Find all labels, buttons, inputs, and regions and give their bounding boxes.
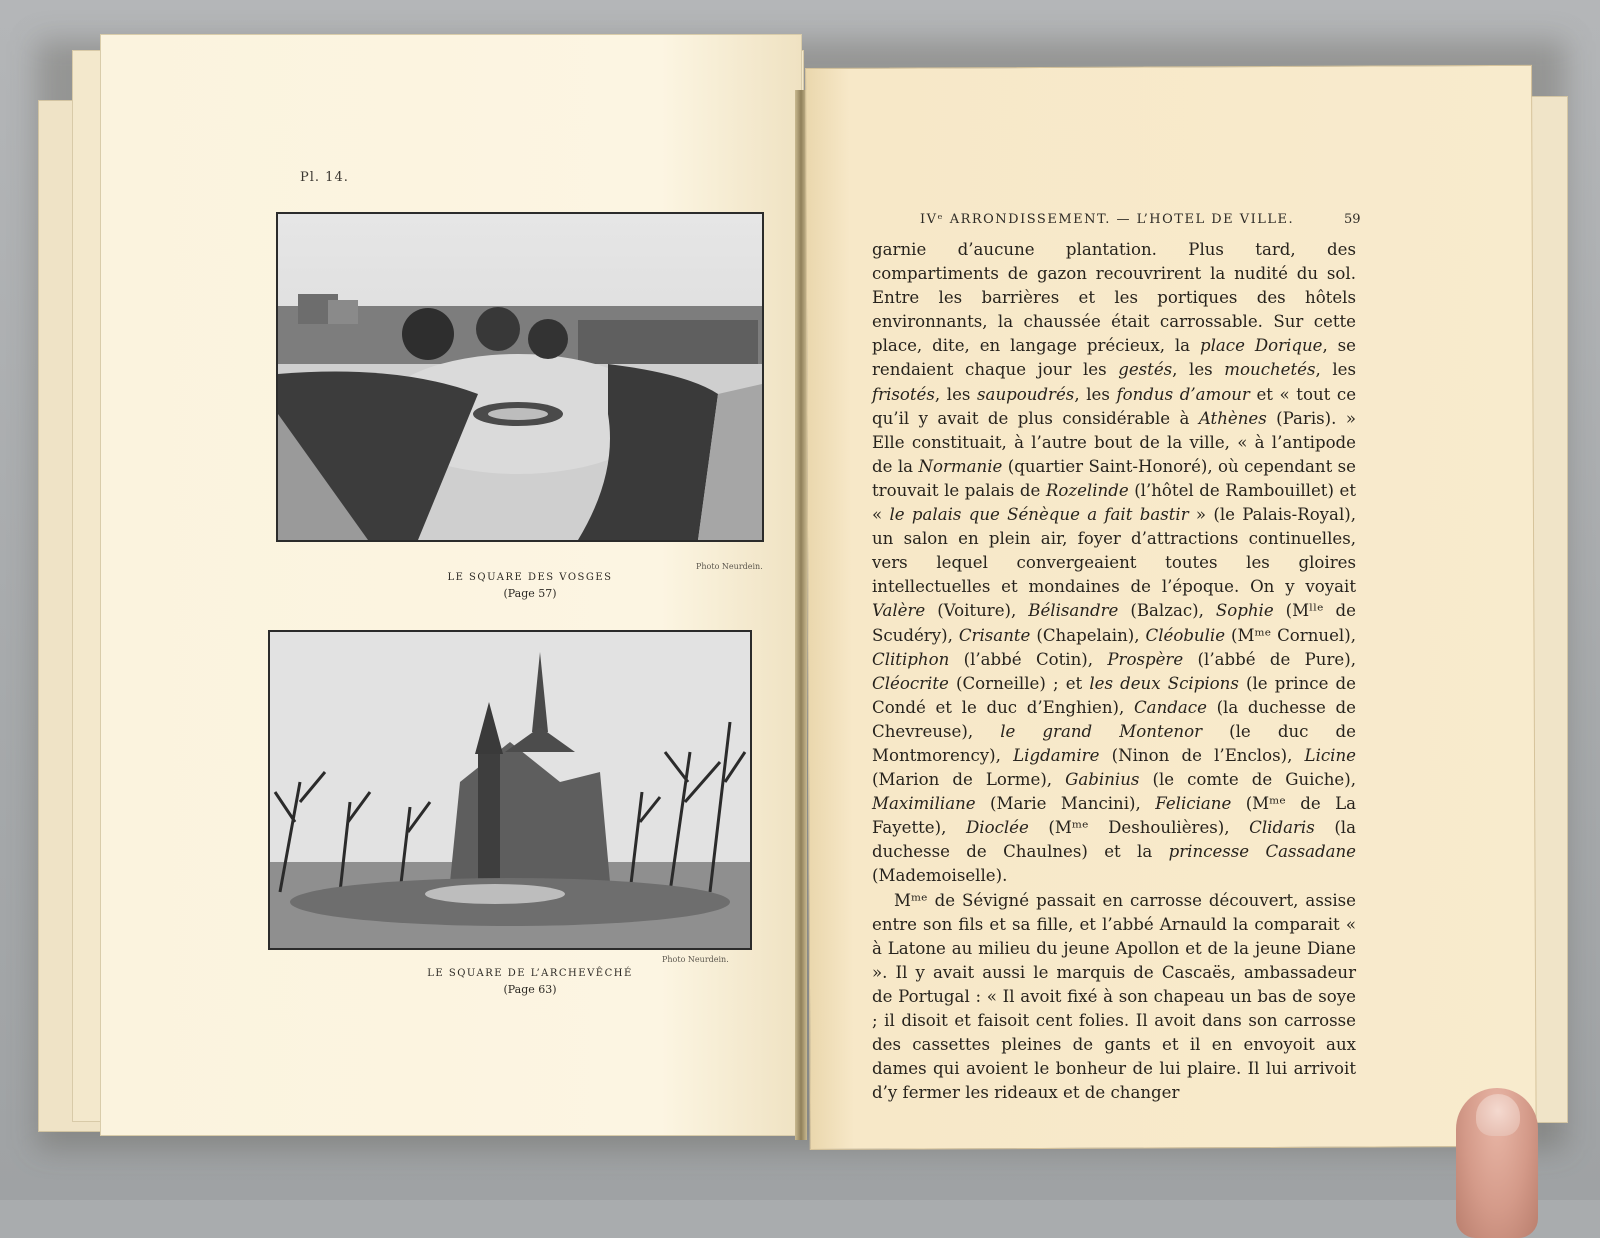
- photo-credit-bottom: Photo Neurdein.: [662, 955, 729, 964]
- body-paragraph-1: garnie d’aucune plantation. Plus tard, des compartiments de gazon recouvrirent la nudité du sol. Entre les barrières et les portiques des hôtels environnants, la chaussée était carrossable. Sur cette place, dite, en langage précieux, la place Dorique, se rendaient chaque jour les gestés, les mouchetés, les frisotés, les saupoudrés, les fondus d’amour et « tout ce qu’il y avait de plus considérable à Athènes (Paris). » Elle constituait, à l’autre bout de la ville, « à l’antipode de la Normanie (quartier Saint-Honoré), où cependant se trouvait le palais de Rozelinde (l’hôtel de Rambouillet) et « le palais que Sénèque a fait bastir » (le Palais-Royal), un salon en plein air, foyer d’attractions continuelles, vers lequel convergeaient toutes les gloires intellectuelles et mondaines de l’époque. On y voyait Valère (Voiture), Bélisandre (Balzac), Sophie (Mˡˡᵉ de Scudéry), Crisante (Chapelain), Cléobulie (Mᵐᵉ Cornuel), Clitiphon (l’abbé Cotin), Prospère (l’abbé de Pure), Cléocrite (Corneille) ; et les deux Scipions (le prince de Condé et le duc d’Enghien), Candace (la duchesse de Chevreuse), le grand Montenor (le duc de Montmorency), Ligdamire (Ninon de l’Enclos), Licine (Marion de Lorme), Gabinius (le comte de Guiche), Maximiliane (Marie Mancini), Feliciane (Mᵐᵉ de La Fayette), Dioclée (Mᵐᵉ Deshoulières), Clidaris (la duchesse de Chaulnes) et la princesse Cassadane (Mademoiselle).: [872, 240, 1357, 886]
- photo-credit-top: Photo Neurdein.: [696, 562, 763, 571]
- page-number: 59: [1344, 212, 1361, 227]
- caption-bottom: [400, 968, 660, 996]
- caption-top: [420, 572, 640, 600]
- caption-top-page-ref: (Page 57): [503, 587, 557, 600]
- square-archeveche-image: [270, 632, 750, 948]
- square-des-vosges-image: [278, 214, 762, 540]
- fingernail: [1476, 1094, 1520, 1136]
- running-head: IVᵉ ARRONDISSEMENT. — L’HOTEL DE VILLE.: [920, 212, 1295, 227]
- body-paragraph-2: Mᵐᵉ de Sévigné passait en carrosse découvert, assise entre son fils et sa fille, et l’abbé Arnauld la comparait « à Latone au milieu du jeune Apollon et de la jeune Diane ». Il y avait aussi le marquis de Cascaës, ambassadeur de Portugal : « Il avoit fixé à son chapeau un bas de soye ; il disoit et faisoit cent folies. Il avoit dans son carrosse des cassettes pleines de gants et il en envoyoit aux dames qui avoient le bonheur de lui plaire. Il lui arrivoit d’y fermer les rideaux et de changer: [872, 890, 1356, 1103]
- caption-bottom-title: LE SQUARE DE L’ARCHEVÊCHÉ: [427, 968, 633, 979]
- caption-bottom-page-ref: (Page 63): [503, 983, 557, 996]
- plate-label: Pl. 14.: [300, 170, 349, 185]
- photo-square-archeveche: [268, 630, 752, 950]
- body-text: [872, 238, 1356, 1105]
- photo-square-des-vosges: [276, 212, 764, 542]
- caption-top-title: LE SQUARE DES VOSGES: [447, 572, 613, 583]
